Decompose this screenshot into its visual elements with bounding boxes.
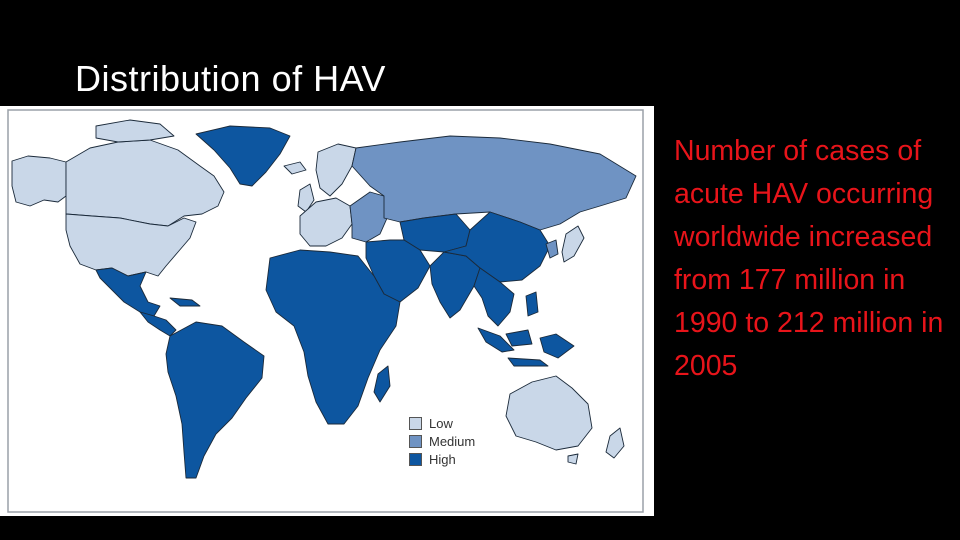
legend-label-high: High (429, 451, 456, 467)
world-map (0, 106, 654, 516)
legend-swatch-low (409, 417, 422, 430)
legend-label-low: Low (429, 415, 453, 431)
legend-label-medium: Medium (429, 433, 476, 449)
slide-description: Number of cases of acute HAV occurring worldwide increased from 177 million in 1990 to 212 million in 2005 (674, 135, 944, 382)
legend-item-medium (409, 432, 475, 450)
legend-item-high (409, 450, 475, 468)
region-alaska (12, 156, 66, 206)
world-map-svg (0, 106, 654, 516)
legend-swatch-high (409, 453, 422, 466)
region-tasmania (568, 454, 578, 464)
legend-swatch-medium (409, 435, 422, 448)
region-philippines (526, 292, 538, 316)
legend-item-low (409, 414, 475, 432)
map-legend (409, 414, 475, 468)
slide-title: Distribution of HAV (75, 58, 386, 99)
